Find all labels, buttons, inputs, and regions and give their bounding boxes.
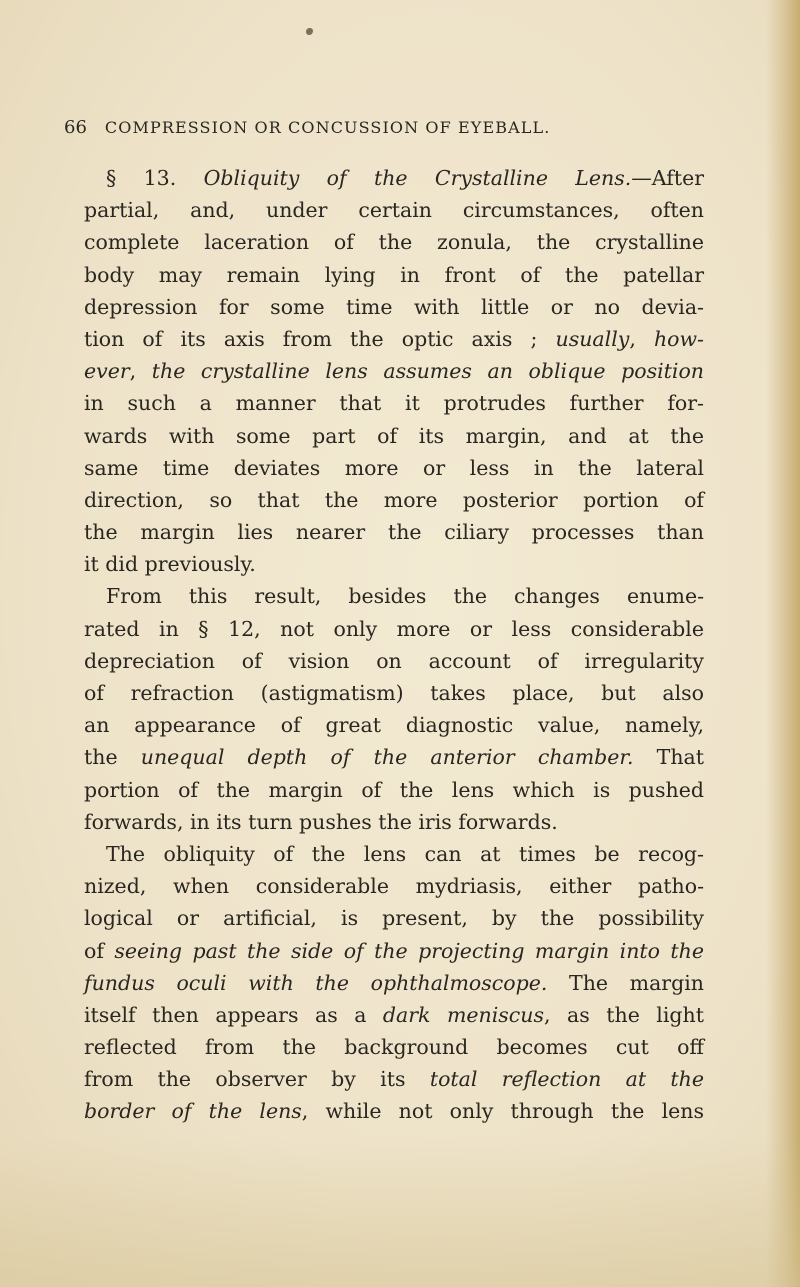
text-run: depreciation of vision on account of irregularity [84,648,704,673]
text-run: depression for some time with little or no devia- [84,294,704,319]
text-run: , [129,359,152,384]
text-line [84,1095,704,1127]
text-run: of refraction (astigmatism) takes place, but also [84,681,704,705]
text-line [84,259,704,291]
body-text [84,162,704,1128]
italic-phrase: border of the lens [84,1099,302,1124]
text-run: portion of the margin of the lens which is pushed [84,777,704,802]
text-line [84,709,704,741]
italic-phrase: unequal depth of the anterior chamber. [140,745,634,770]
text-run: tion of its axis from the optic axis ; [84,326,556,351]
text-line [84,967,704,999]
text-run: in such a manner that it protrudes further for- [84,391,704,416]
text-run: logical or artificial, is present, by the possibility [84,906,704,931]
text-line [84,452,704,484]
italic-phrase: fundus oculi with the ophthalmoscope. [84,970,548,995]
page-edge-shadow [766,0,800,1287]
text-line [84,1031,704,1063]
text-line [84,323,704,355]
text-run: forwards, in its turn pushes the iris forwards. [84,809,558,834]
text-run: , as the light [544,1002,704,1027]
text-run: it did previously. [84,552,256,577]
page-number: 66 [64,117,87,138]
text-line [84,935,704,967]
text-run: same time deviates more or less in the lateral [84,455,704,480]
text-line [84,387,704,419]
text-line [84,194,704,226]
text-line [84,774,704,806]
text-line [84,580,704,612]
text-line [84,355,704,387]
text-run: The obliquity of the lens can at times be recog- [106,841,704,866]
text-run: wards with some part of its margin, and at the [84,423,704,448]
text-line [84,484,704,516]
text-run: itself then appears as a [84,1002,383,1027]
text-run: an appearance of great diagnostic value, namely, [84,713,704,738]
text-run: nized, when considerable mydriasis, either patho- [84,874,704,899]
text-run: From this result, besides the changes enume- [106,584,704,609]
running-title: COMPRESSION OR CONCUSSION OF EYEBALL. [104,118,551,137]
text-run: , [629,326,654,351]
text-line [84,226,704,258]
text-run: body may remain lying in front of the patellar [84,262,704,287]
text-run: complete laceration of the zonula, the crystalline [84,230,704,255]
text-line [84,516,704,548]
italic-phrase: usually [555,326,630,351]
text-line [84,420,704,452]
text-run: of [84,938,115,963]
text-line [84,902,704,934]
text-line [84,645,704,677]
italic-phrase: how- [653,326,704,351]
text-line [84,741,704,773]
text-run: from the observer by its [84,1067,430,1092]
italic-phrase: total reflection at the [429,1067,704,1092]
italic-phrase: ever [84,359,130,384]
text-run: , while not only through the lens [301,1099,704,1124]
text-line [84,291,704,323]
text-run: § 13. [106,166,204,190]
text-line [84,548,704,580]
text-run: The margin [547,970,704,995]
text-run: the margin lies nearer the ciliary processes than [84,520,704,545]
text-line [84,677,704,709]
text-run: the [84,745,141,770]
text-line [84,162,704,194]
text-run: partial, and, under certain circumstances, often [84,198,704,223]
running-header [64,117,664,138]
text-run: That [633,745,705,770]
text-run: direction, so that the more posterior portion of [84,487,704,512]
italic-phrase: seeing past the side of the projecting margin into the [114,938,704,963]
text-line [84,870,704,902]
page-bottom-stain [0,1137,800,1287]
text-run: rated in § 12, not only more or less considerable [84,616,704,641]
italic-phrase: the crystalline lens assumes an oblique position [151,359,704,384]
text-line [84,999,704,1031]
text-run: —After [631,166,704,190]
italic-phrase: dark meniscus [382,1002,545,1027]
text-line [84,806,704,838]
text-line [84,613,704,645]
italic-phrase: Obliquity of the Crystalline Lens. [203,166,632,190]
text-line [84,1063,704,1095]
text-line [84,838,704,870]
text-run: reflected from the background becomes cut off [84,1035,704,1060]
